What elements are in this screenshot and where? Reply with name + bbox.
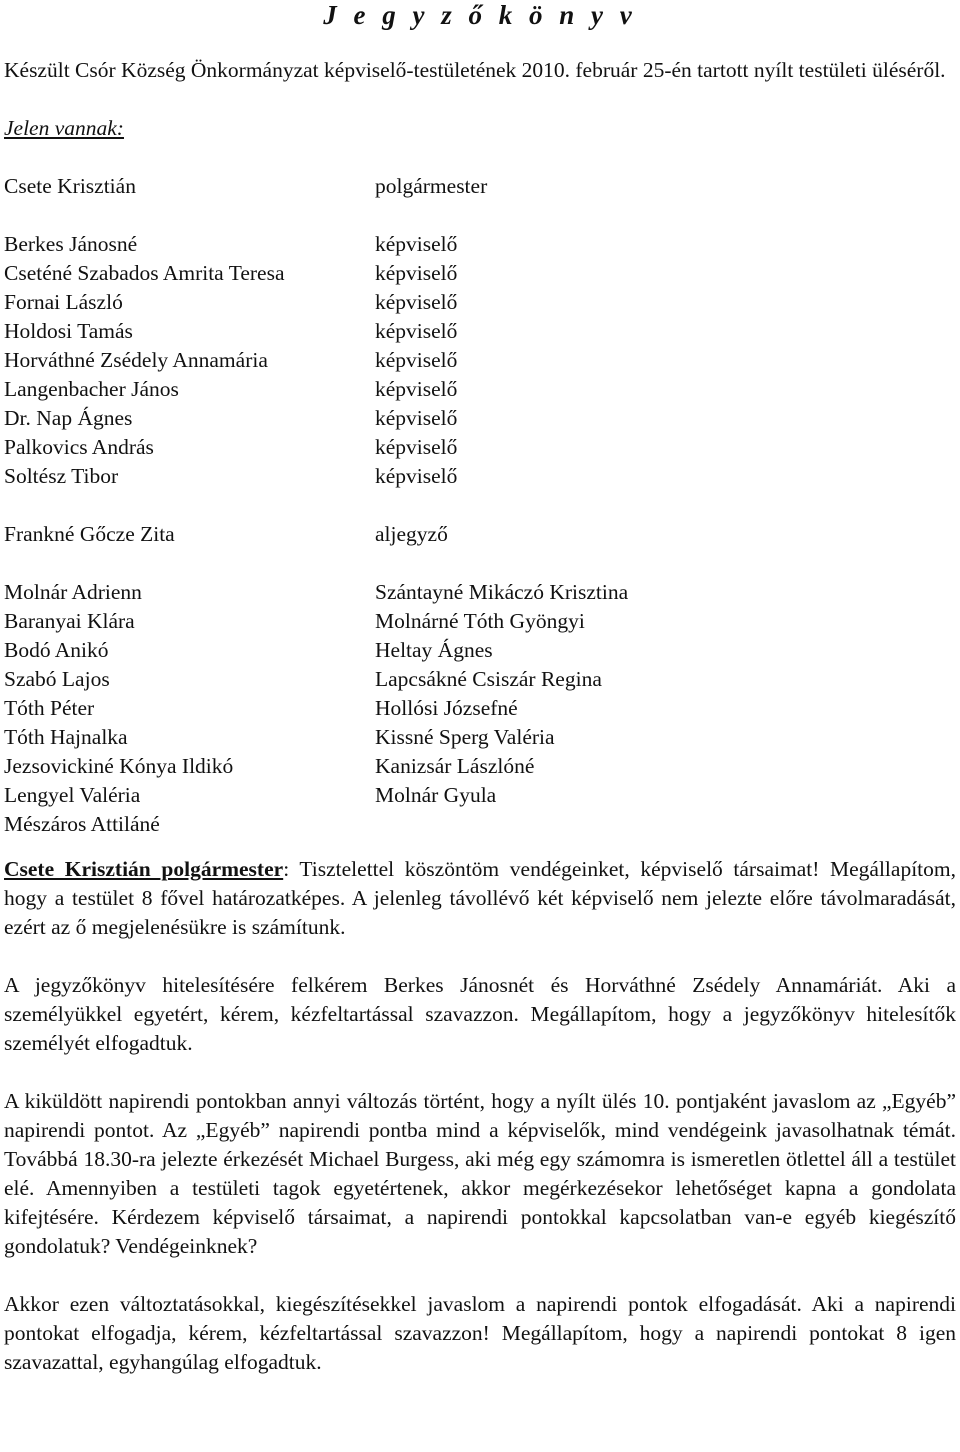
guest-name bbox=[375, 810, 956, 839]
attendee-role: képviselő bbox=[375, 464, 458, 488]
attendee-role: polgármester bbox=[375, 174, 488, 198]
attendee-role: aljegyző bbox=[375, 522, 448, 546]
attendee-name: Csete Krisztián bbox=[4, 174, 136, 198]
guest-name: Molnár Gyula bbox=[375, 783, 497, 807]
guest-name: Kanizsár Lászlóné bbox=[375, 754, 535, 778]
attendee-role: képviselő bbox=[375, 232, 458, 256]
guest-row bbox=[4, 781, 956, 810]
attendee-role: képviselő bbox=[375, 290, 458, 314]
guest-name: Tóth Hajnalka bbox=[4, 725, 128, 749]
attendee-name: Palkovics András bbox=[4, 435, 154, 459]
guest-name: Hollósi Józsefné bbox=[375, 696, 518, 720]
guest-row bbox=[4, 723, 956, 752]
guest-name: Bodó Anikó bbox=[4, 638, 109, 662]
attendee-row bbox=[4, 230, 956, 259]
guest-name: Baranyai Klára bbox=[4, 609, 135, 633]
attendee-role: képviselő bbox=[375, 261, 458, 285]
guest-row bbox=[4, 752, 956, 781]
attendee-row bbox=[4, 433, 956, 462]
guest-row bbox=[4, 694, 956, 723]
attendee-row bbox=[4, 375, 956, 404]
document-title: J e g y z ő k ö n y v bbox=[323, 0, 637, 30]
attendee-name: Fornai László bbox=[4, 290, 123, 314]
guest-name: Kissné Sperg Valéria bbox=[375, 725, 555, 749]
attendee-name: Cseténé Szabados Amrita Teresa bbox=[4, 261, 285, 285]
guest-name: Tóth Péter bbox=[4, 696, 95, 720]
attendee-role: képviselő bbox=[375, 406, 458, 430]
attendee-roster bbox=[4, 172, 956, 839]
guest-name: Heltay Ágnes bbox=[375, 638, 493, 662]
attendee-name: Berkes Jánosné bbox=[4, 232, 138, 256]
attendee-name: Frankné Gőcze Zita bbox=[4, 522, 175, 546]
guest-name: Jezsovickiné Kónya Ildikó bbox=[4, 754, 234, 778]
attendee-row bbox=[4, 259, 956, 288]
attendee-row bbox=[4, 346, 956, 375]
attendees-heading: Jelen vannak: bbox=[4, 116, 124, 140]
intro-text: Készült Csór Község Önkormányzat képviselő-testületének 2010. február 25-én tartott nyílt testületi üléséről. bbox=[4, 58, 946, 82]
attendee-name: Langenbacher János bbox=[4, 377, 179, 401]
guest-name: Lapcsákné Csiszár Regina bbox=[375, 667, 602, 691]
attendee-role: képviselő bbox=[375, 348, 458, 372]
paragraph: A jegyzőkönyv hitelesítésére felkérem Berkes Jánosnét és Horváthné Zsédely Annamáriát. Aki a személyükkel egyetért, kérem, kézfeltartással szavazzon. Megállapítom, hogy a jegyzőkönyv hitelesítők személyét elfogadtuk. bbox=[4, 973, 956, 1055]
guest-name: Molnárné Tóth Gyöngyi bbox=[375, 609, 585, 633]
guest-row bbox=[4, 810, 956, 839]
attendee-row bbox=[4, 172, 956, 201]
attendee-name: Dr. Nap Ágnes bbox=[4, 406, 133, 430]
attendee-role: képviselő bbox=[375, 319, 458, 343]
attendee-row bbox=[4, 520, 956, 549]
guest-row bbox=[4, 578, 956, 607]
attendee-row bbox=[4, 317, 956, 346]
attendee-role: képviselő bbox=[375, 435, 458, 459]
paragraph-text: : Tisztelettel köszöntöm vendégeinket, képviselő társaimat! Megállapítom, hogy a testület 8 fővel határozatképes. A jelenleg távollévő két képviselő nem jelezte előre távolmaradását, ezért az ő megjelenésükre is számítunk. bbox=[4, 857, 956, 939]
guest-name: Lengyel Valéria bbox=[4, 783, 141, 807]
attendee-name: Horváthné Zsédely Annamária bbox=[4, 348, 268, 372]
attendee-row bbox=[4, 462, 956, 491]
paragraph: Akkor ezen változtatásokkal, kiegészítésekkel javaslom a napirendi pontok elfogadását. Aki a napirendi pontokat elfogadja, kérem, kézfeltartással szavazzon! Megállapítom, hogy a napirendi pontokat 8 igen szavazattal, egyhangúlag elfogadtuk. bbox=[4, 1292, 956, 1374]
guest-name: Molnár Adrienn bbox=[4, 580, 142, 604]
guest-row bbox=[4, 665, 956, 694]
attendee-row bbox=[4, 288, 956, 317]
guest-row bbox=[4, 607, 956, 636]
attendee-name: Soltész Tibor bbox=[4, 464, 119, 488]
speaker-name: Csete Krisztián polgármester bbox=[4, 857, 284, 881]
guest-name: Szántayné Mikáczó Krisztina bbox=[375, 580, 629, 604]
paragraph bbox=[4, 855, 956, 942]
attendee-role: képviselő bbox=[375, 377, 458, 401]
attendee-row bbox=[4, 404, 956, 433]
guest-row bbox=[4, 636, 956, 665]
guest-name: Szabó Lajos bbox=[4, 667, 110, 691]
attendee-name: Holdosi Tamás bbox=[4, 319, 133, 343]
paragraph: A kiküldött napirendi pontokban annyi változás történt, hogy a nyílt ülés 10. pontjaként javaslom az „Egyéb” napirendi pontot. Az „Egyéb” napirendi pontba mind a képviselők, mind vendégeink javasolhatnak témát. Továbbá 18.30-ra jelezte érkezését Michael Burgess, aki még egy számomra is ismeretlen ötlettel áll a testület elé. Amennyiben a testületi tagok egyetértenek, akkor megérkezésekor lehetőséget kapna a gondolata kifejtésére. Kérdezem képviselő társaimat, a napirendi pontokkal kapcsolatban van-e egyéb kiegészítő gondolatuk? Vendégeinknek? bbox=[4, 1089, 956, 1258]
guest-name: Mészáros Attiláné bbox=[4, 812, 160, 836]
